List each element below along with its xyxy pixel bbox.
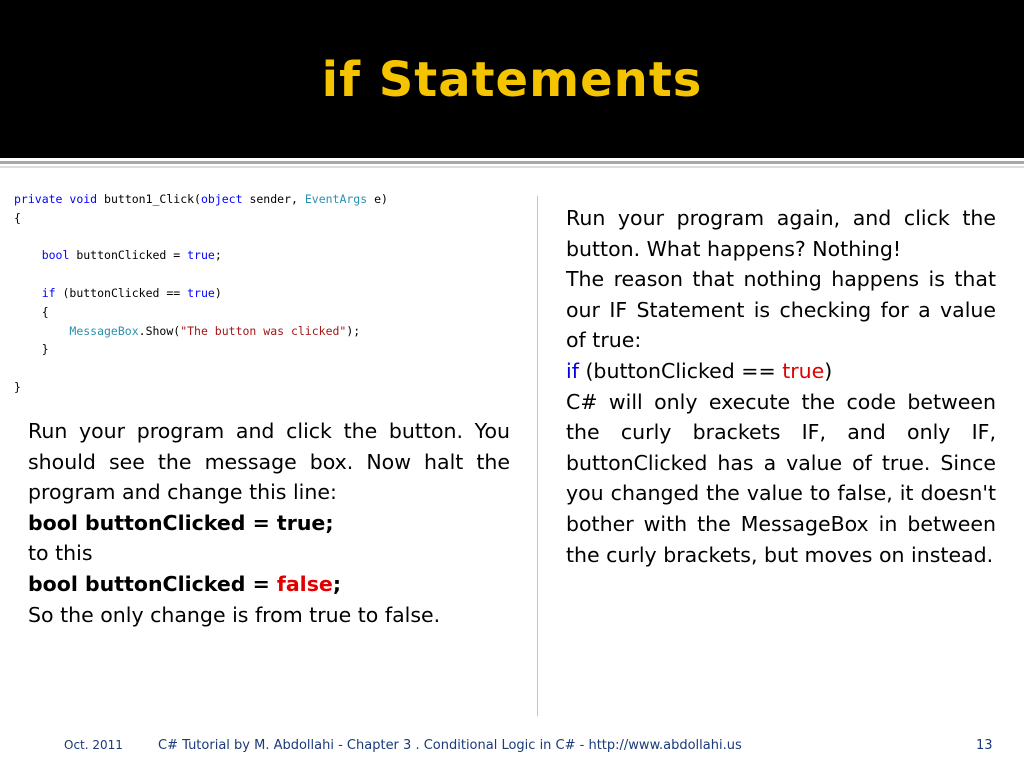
code-line-blank: [14, 359, 524, 378]
footer-page-number: 13: [976, 738, 993, 753]
right-paragraph-3: C# will only execute the code between the curly brackets IF, and only IF, buttonClicked has a value of true. Since you changed the value to false, it doesn't bother with the MessageBox in between the curly brackets, but moves on instead.: [566, 389, 996, 567]
footer-credits: C# Tutorial by M. Abdollahi - Chapter 3 . Conditional Logic in C# - http://www.abdollahi.us: [158, 738, 742, 753]
code-line-blank: [14, 265, 524, 284]
right-code-true: true: [782, 358, 825, 383]
code-keyword: true: [187, 285, 215, 300]
code-text: buttonClicked =: [69, 248, 188, 263]
code-text: e): [367, 192, 388, 206]
code-line-7: [14, 340, 524, 359]
code-keyword: true: [187, 248, 215, 263]
code-text: .Show(: [138, 323, 181, 338]
left-code-false: false: [276, 571, 333, 596]
code-text: {: [41, 304, 49, 319]
left-paragraph-1: Run your program and click the button. You should see the message box. Now halt the program and change this line:: [28, 419, 510, 505]
slide-title: if Statements: [321, 52, 703, 108]
left-code-semicolon: ;: [332, 571, 342, 596]
right-code-if: if: [566, 358, 579, 383]
left-code-line-1: bool buttonClicked = true;: [28, 510, 334, 535]
code-keyword: if: [41, 285, 56, 300]
code-type: MessageBox: [69, 323, 139, 338]
code-string: "The button was clicked": [180, 323, 347, 338]
code-text: (buttonClicked ==: [55, 285, 188, 300]
code-line-3: [14, 246, 524, 265]
right-paragraph-2: The reason that nothing happens is that our IF Statement is checking for a value of true:: [566, 267, 996, 353]
code-text: }: [41, 342, 49, 357]
code-text: sender,: [242, 192, 305, 206]
header-rule: [0, 161, 1024, 164]
code-keyword: private: [14, 192, 63, 206]
code-text: ): [214, 285, 222, 300]
code-sample: [14, 190, 524, 397]
right-code-paren: ): [824, 358, 833, 383]
right-column: [566, 203, 996, 570]
left-paragraph-3: So the only change is from true to false.: [28, 602, 441, 627]
code-text: button1_Click(: [104, 192, 201, 206]
code-line-1: [14, 190, 524, 209]
code-line-8: }: [14, 379, 21, 394]
footer-date: Oct. 2011: [64, 738, 123, 752]
code-line-blank: [14, 228, 524, 247]
left-code-text: bool buttonClicked =: [28, 571, 277, 596]
right-code-text: (buttonClicked ==: [578, 358, 783, 383]
header-rule-secondary: [0, 166, 1024, 168]
code-text: ;: [214, 248, 222, 263]
title-bar: [0, 0, 1024, 158]
right-code-line: [566, 356, 996, 387]
code-line-2: {: [14, 210, 21, 225]
right-paragraph-1: Run your program again, and click the button. What happens? Nothing!: [566, 206, 996, 261]
column-divider: [537, 196, 538, 716]
code-keyword: void: [69, 192, 98, 206]
code-keyword: bool: [41, 248, 70, 263]
code-line-4: [14, 284, 524, 303]
code-line-5: [14, 303, 524, 322]
left-code-line-2: [28, 569, 510, 600]
code-text: );: [346, 323, 361, 338]
code-line-6: [14, 322, 524, 341]
left-column: [28, 416, 510, 630]
left-paragraph-2: to this: [28, 541, 93, 566]
code-keyword: object: [200, 192, 243, 206]
code-type: EventArgs: [304, 192, 368, 206]
